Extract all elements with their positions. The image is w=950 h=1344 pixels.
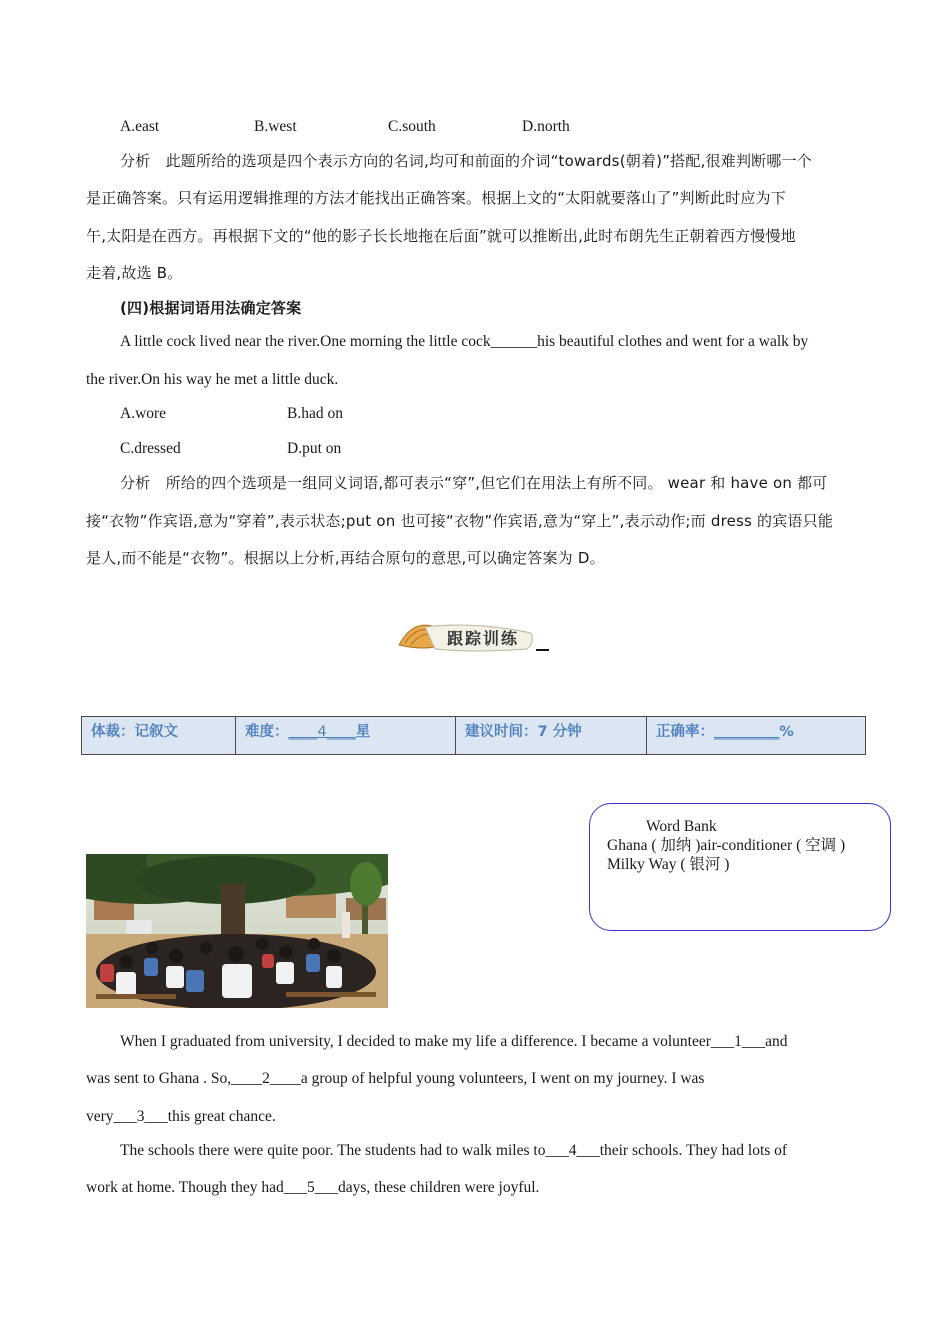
analysis-line: 午,太阳是在西方。再根据下文的“他的影子长长地拖在后面”就可以推断出,此时布朗先生正朝着西方慢慢地 [86,227,796,245]
passage-line: work at home. Though they had___5___days, these children were joyful. [86,1179,540,1196]
passage-text: A little cock lived near the river.One morning the little cock [120,333,491,350]
difficulty-label: 难度： [245,724,289,740]
option-a: A.east [120,118,160,135]
difficulty-value: ____4____ [288,724,356,740]
analysis-line: 走着,故选 B。 [86,264,183,282]
option-b: B.west [254,118,297,135]
option-c: C.dressed [120,440,181,457]
passage-line [120,332,808,352]
option-c: C.south [388,118,436,135]
word-bank-line: Milky Way ( 银河 ) [607,856,730,873]
difficulty-cell [236,717,456,754]
analysis-line: 分析 此题所给的选项是四个表示方向的名词,均可和前面的介词“towards(朝着)”搭配,很难判断哪一个 [120,152,812,170]
genre-cell: 体裁：记叙文 [82,717,236,754]
classroom-photo [86,854,388,1008]
accuracy-blank: _________ [714,724,780,740]
passage-line: the river.On his way he met a little duck. [86,371,339,388]
passage-line: very___3___this great chance. [86,1108,276,1125]
section-heading: (四)根据词语用法确定答案 [120,299,302,317]
difficulty-unit: 星 [355,724,371,740]
analysis-line: 接“衣物”作宾语,意为“穿着”,表示状态;put on 也可接“衣物”作宾语,意为“穿上”,表示动作;而 dress 的宾语只能 [86,512,834,530]
passage-line: was sent to Ghana . So,____2____a group of helpful young volunteers, I went on my journey. I was [86,1070,705,1087]
analysis-line: 分析 所给的四个选项是一组同义词语,都可表示“穿”,但它们在用法上有所不同。 wear 和 have on 都可 [120,474,828,492]
time-cell: 建议时间：7 分钟 [456,717,647,754]
word-bank-line: Ghana ( 加纳 )air-conditioner ( 空调 ) [607,837,846,854]
passage-line: When I graduated from university, I decided to make my life a difference. I became a volunteer___1___and [120,1033,788,1050]
word-bank [589,803,891,931]
banner-title: 跟踪训练 [447,629,520,648]
analysis-line: 是正确答案。只有运用逻辑推理的方法才能找出正确答案。根据上文的“太阳就要落山了”判断此时应为下 [86,189,786,207]
section-banner [395,615,555,657]
word-bank-title: Word Bank [646,818,717,835]
accuracy-unit: % [779,724,794,740]
passage-text: his beautiful clothes and went for a walk by [537,333,809,350]
passage-line: The schools there were quite poor. The students had to walk miles to___4___their schools. They had lots of [120,1142,788,1159]
option-d: D.put on [287,440,342,457]
option-a: A.wore [120,405,167,422]
answer-blank: ______ [490,333,538,350]
accuracy-cell [647,717,865,754]
outdoor-class-image [86,854,388,1008]
option-d: D.north [522,118,570,135]
analysis-line: 是人,而不能是“衣物”。根据以上分析,再结合原句的意思,可以确定答案为 D。 [86,549,605,567]
info-table [81,716,866,755]
accuracy-label: 正确率： [656,724,714,740]
option-b: B.had on [287,405,343,422]
